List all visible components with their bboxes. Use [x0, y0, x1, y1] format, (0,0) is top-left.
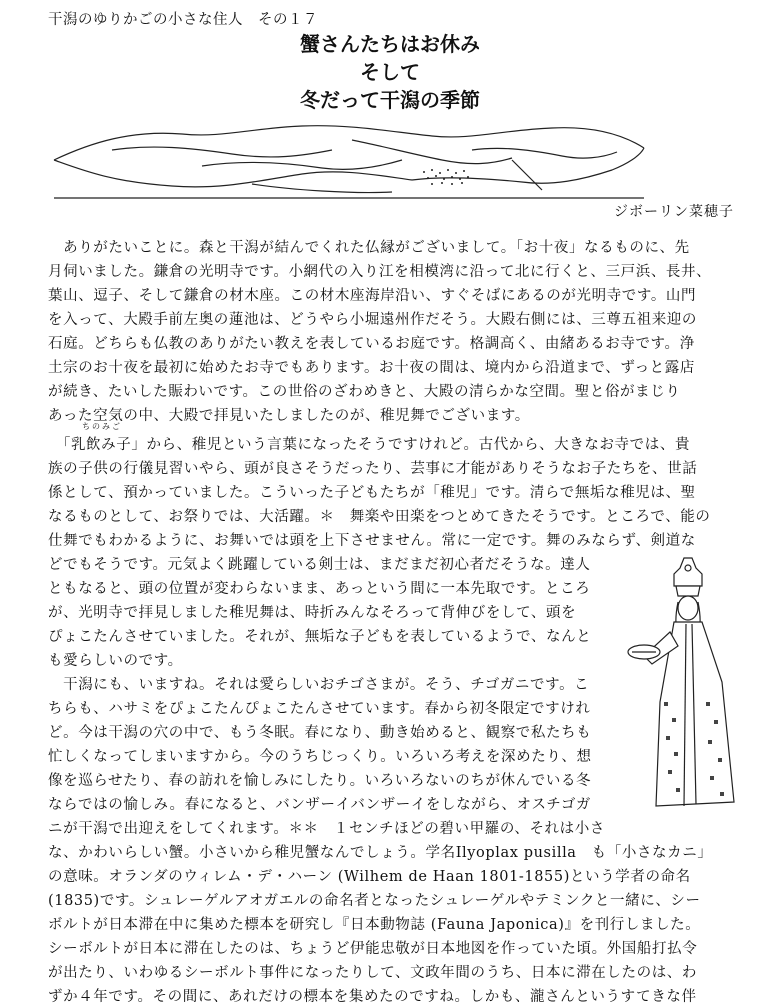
ruby-annotation: ちのみご [82, 422, 122, 431]
body-line: (1835)です。シュレーゲルアオガエルの命名者となったシュレーゲルやテミンクと一緒に、シー [48, 893, 701, 909]
tidal-flat-illustration [52, 120, 646, 200]
body-line: ど。今は干潟の穴の中で、もう冬眠。春になり、動き始めると、観察で私たちも [48, 725, 592, 741]
body-line: 像を巡らせたり、春の訪れを愉しみにしたり。いろいろないのちが休んでいる冬 [48, 773, 592, 789]
body-line: も愛らしいのです。 [48, 653, 183, 669]
body-line: なるものとして、お祭りでは、大活躍。＊ 舞楽や田楽をつとめてきたそうです。ところで、能の [48, 509, 711, 525]
body-line: ニが干潟で出迎えをしてくれます。＊＊ １センチほどの碧い甲羅の、それは小さ [48, 821, 605, 837]
body-line: 月伺いました。鎌倉の光明寺です。小網代の入り江を相模湾に沿って北に行くと、三戸浜、長井、 [48, 264, 712, 280]
body-line: ぴょこたんさせていました。それが、無垢な子どもを表しているようで、なんと [48, 629, 592, 645]
body-line: ボルトが日本滞在中に集めた標本を研究し『日本動物誌 (Fauna Japonica)』を刊行しました。 [48, 917, 701, 933]
body-line: 係として、預かっていました。こういった子どもたちが「稚児」です。清らで無垢な稚児は、聖 [48, 485, 696, 501]
body-line: 葉山、逗子、そして鎌倉の材木座。この材木座海岸沿い、すぐそばにあるのが光明寺です。山門 [48, 288, 697, 304]
body-line: の意味。オランダのウィレム・デ・ハーン (Wilhem de Haan 1801-1855)という学者の命名 [48, 869, 691, 885]
body-line: ならではの愉しみ。春になると、バンザーイバンザーイをしながら、オスチゴガ [48, 797, 592, 813]
body-line: 忙しくなってしまいますから。今のうちじっくり。いろいろ考えを深めたり、想 [48, 749, 592, 765]
body-line: が出たり、いわゆるシーボルト事件になったりして、文政年間のうち、日本に滞在したのは、わ [48, 965, 698, 981]
body-line: シーボルトが日本に滞在したのは、ちょうど伊能忠敬が日本地図を作っていた頃。外国船打払令 [48, 941, 698, 957]
series-label: 干潟のゆりかごの小さな住人 その１７ [48, 12, 318, 28]
body-line: を入って、大殿手前左奥の蓮池は、どうやら小堀遠州作だそう。大殿右側には、三尊五祖来迎の [48, 312, 698, 328]
body-line: 土宗のお十夜を最初に始めたお寺でもあります。お十夜の間は、境内から沿道まで、ずっと露店 [48, 360, 695, 376]
body-line: が続き、たいした賑わいです。この世俗のざわめきと、大殿の清らかな空間。聖と俗がまじり [48, 384, 681, 400]
body-line: ありがたいことに。森と干潟が結んでくれた仏縁がございまして。「お十夜」なるものに、先 [48, 240, 690, 256]
body-line: 「乳飲み子」から、稚児という言葉になったそうですけれど。古代から、大きなお寺では、貴 [48, 437, 691, 453]
body-line: ずか４年です。その間に、あれだけの標本を集めたのですね。しかも、瀧さんというすてきな伴 [48, 989, 697, 1005]
title-line-3: 冬だって干潟の季節 [300, 88, 480, 112]
chigo-dancer-illustration [626, 552, 750, 820]
title-line-1: 蟹さんたちはお休み [300, 32, 480, 56]
body-line: 干潟にも、いますね。それは愛らしいおチゴさまが。そう、チゴガニです。こ [48, 677, 590, 693]
body-line: 仕舞でもわかるように、お舞いでは頭を上下させません。常に一定です。舞のみならず、剣道な [48, 533, 696, 549]
title-line-2: そして [360, 60, 420, 84]
body-line: が、光明寺で拝見しました稚児舞は、時折みんなそろって背伸びをして、頭を [48, 605, 577, 621]
body-line: あった空気の中、大殿で拝見いたしましたのが、稚児舞でございます。 [48, 408, 530, 424]
body-line: 族の子供の行儀見習いやら、頭が良さそうだったり、芸事に才能がありそうなお子たちを、世話 [48, 461, 698, 477]
body-line: ともなると、頭の位置が変わらないまま、あっという間に一本先取です。ところ [48, 581, 591, 597]
body-line: どでもそうです。元気よく跳躍している剣士は、まだまだ初心者だそうな。達人 [48, 557, 591, 573]
author-name: ジボーリン菜穂子 [614, 204, 734, 220]
body-line: な、かわいらしい蟹。小さいから稚児蟹なんでしょう。学名Ilyoplax pusilla も「小さなカニ」 [48, 845, 713, 861]
body-line: ちらも、ハサミをぴょこたんぴょこたんさせています。春から初冬限定ですけれ [48, 701, 591, 717]
body-line: 石庭。どちらも仏教のありがたい教えを表しているお庭です。格調高く、由緒あるお寺です。浄 [48, 336, 695, 352]
